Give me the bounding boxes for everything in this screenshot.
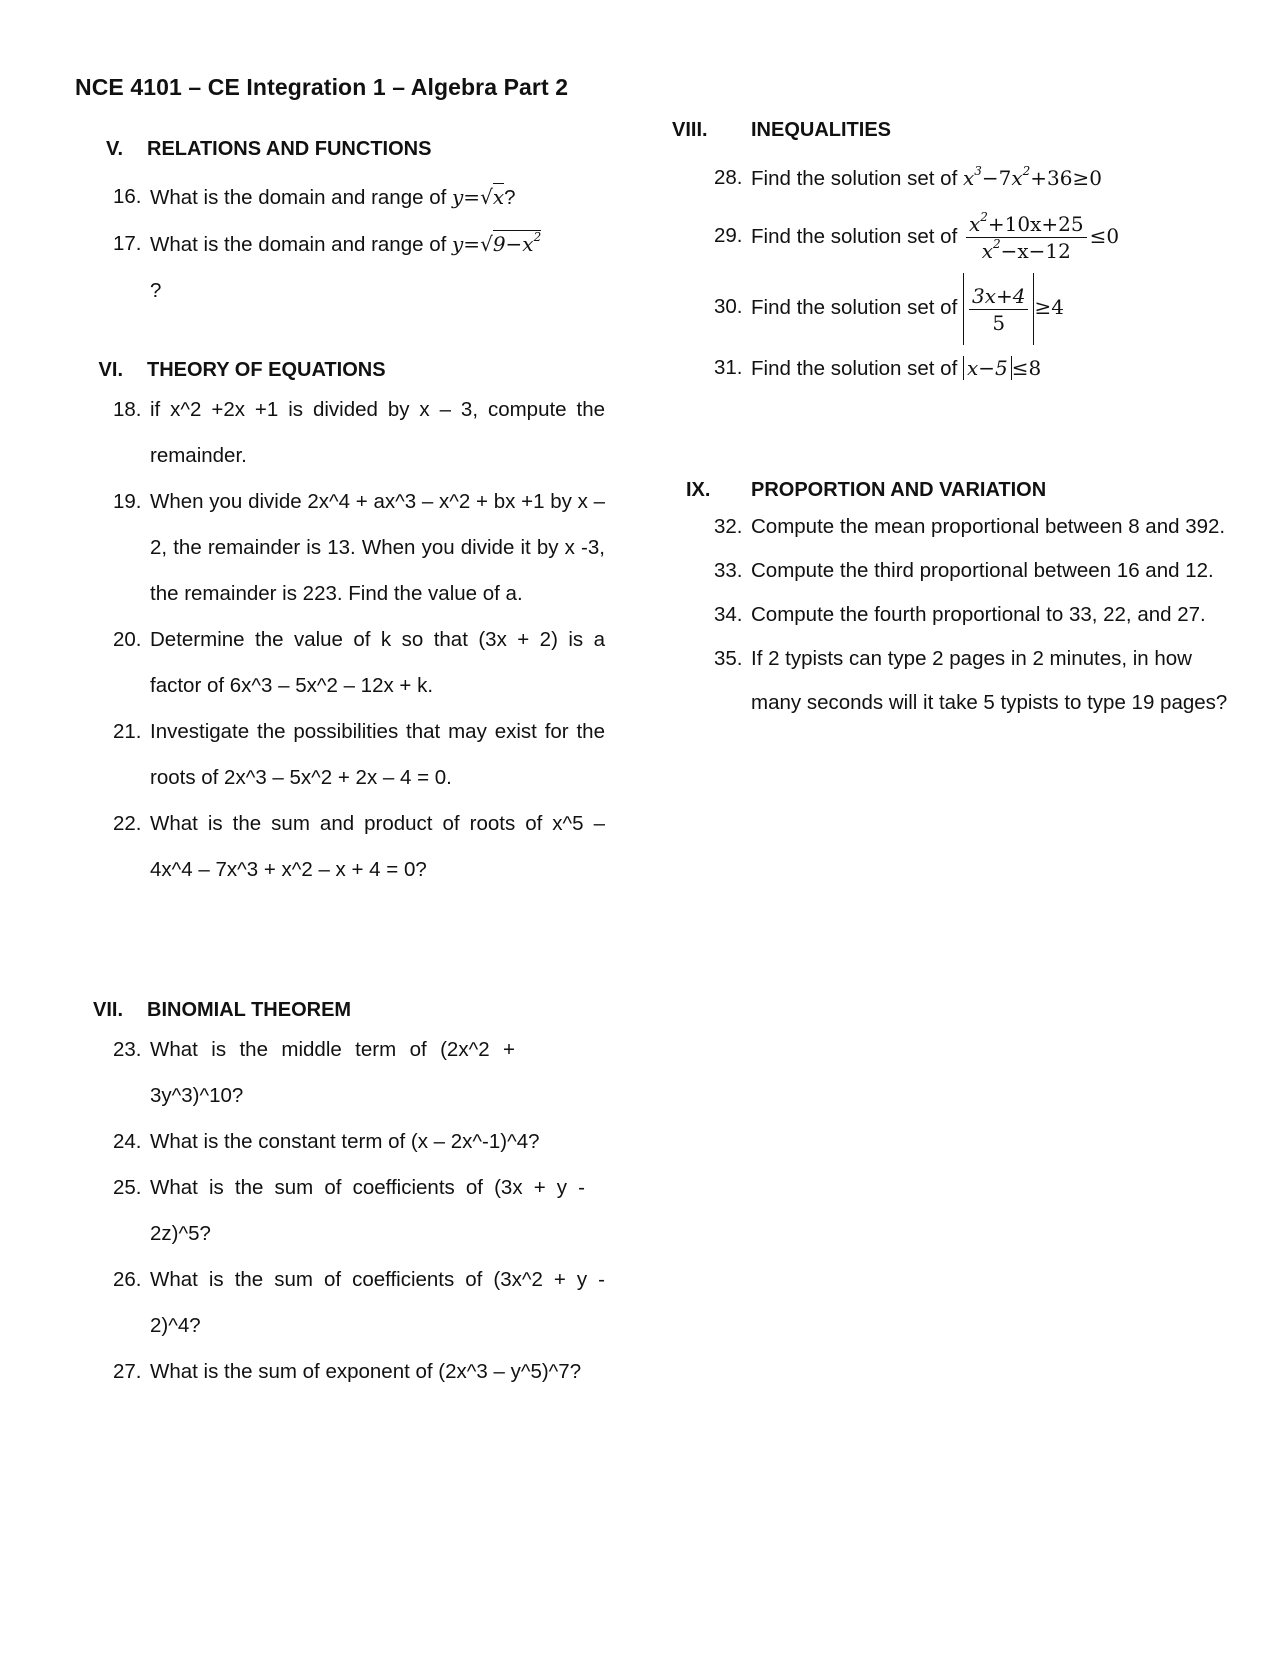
- question-end: ?: [150, 279, 162, 302]
- term-coefficient: −7: [981, 166, 1012, 190]
- document-title: NCE 4101 – CE Integration 1 – Algebra Part 2: [75, 74, 569, 100]
- exponent: 2: [980, 210, 988, 225]
- section-heading: [668, 115, 1228, 145]
- question-33: [668, 549, 1228, 593]
- section-number: V.: [105, 137, 123, 160]
- question-number: 25.: [113, 1176, 142, 1199]
- question-text: Investigate the possibilities that may exist for the roots of 2x^3 – 5x^2 + 2x – 4 = 0.: [150, 720, 605, 789]
- radicand: x: [492, 185, 505, 209]
- absolute-value: x−5: [963, 356, 1012, 380]
- question-22: [75, 801, 605, 893]
- question-number: 22.: [113, 812, 142, 835]
- radicand-exponent: 2: [533, 230, 542, 244]
- fraction-denominator: 5: [992, 310, 1006, 335]
- question-35: [668, 637, 1228, 725]
- question-20: [75, 617, 605, 709]
- question-27: [75, 1349, 605, 1395]
- rational-fraction: [966, 210, 1087, 264]
- question-text: Find the solution set of: [751, 296, 963, 319]
- fraction-numerator: [966, 210, 1087, 238]
- question-29: [668, 206, 1228, 267]
- question-text: What is the middle term of (2x^2 + 3y^3)^10?: [150, 1038, 515, 1107]
- question-list: [668, 505, 1228, 725]
- question-number: 16.: [113, 185, 142, 208]
- question-text: Find the solution set of: [751, 356, 963, 380]
- equation-lhs: y=: [452, 232, 481, 256]
- question-24: [75, 1119, 605, 1165]
- absolute-value: [963, 273, 1035, 345]
- question-number: 21.: [113, 720, 142, 743]
- question-number: 31.: [714, 355, 743, 379]
- question-number: 19.: [113, 490, 142, 513]
- question-number: 28.: [714, 166, 743, 189]
- question-21: [75, 709, 605, 801]
- question-19: [75, 479, 605, 617]
- question-28: [668, 155, 1228, 202]
- fraction-numerator: 3x+4: [969, 285, 1029, 310]
- question-text: Compute the fourth proportional to 33, 22, and 27.: [751, 603, 1206, 626]
- question-text: if x^2 +2x +1 is divided by x – 3, compute the remainder.: [150, 398, 605, 467]
- section-number: VIII.: [672, 118, 708, 141]
- radical-sign: √: [480, 185, 493, 209]
- question-text: If 2 typists can type 2 pages in 2 minutes, in how many seconds will it take 5 typists to type 19 pages?: [751, 647, 1228, 714]
- term-x: x: [962, 166, 975, 190]
- section-title: PROPORTION AND VARIATION: [751, 478, 1047, 501]
- question-31: [668, 345, 1228, 392]
- section-relations-functions: [75, 134, 605, 314]
- section-heading: [668, 475, 1228, 505]
- denominator-x: x: [981, 239, 993, 264]
- section-proportion-variation: [668, 475, 1228, 725]
- radicand-base: 9−x: [492, 232, 534, 256]
- question-number: 34.: [714, 603, 743, 626]
- question-number: 35.: [714, 647, 743, 670]
- exponent: 3: [974, 164, 982, 178]
- term-constant-relation: +36≥0: [1030, 166, 1102, 190]
- question-number: 24.: [113, 1130, 142, 1153]
- question-text: What is the sum of coefficients of (3x^2 + y - 2)^4?: [150, 1268, 605, 1337]
- question-text: Determine the value of k so that (3x + 2) is a factor of 6x^3 – 5x^2 – 12x + k.: [150, 628, 605, 697]
- exponent: 2: [992, 237, 1001, 252]
- question-text: What is the constant term of (x – 2x^-1)^4?: [150, 1130, 540, 1153]
- question-23: [75, 1027, 605, 1119]
- radical-sign: √: [480, 232, 493, 256]
- question-text: Compute the mean proportional between 8 and 392.: [751, 515, 1226, 538]
- relation: ≤0: [1089, 224, 1120, 248]
- question-text: Compute the third proportional between 16 and 12.: [751, 559, 1214, 582]
- sqrt-expression: [480, 230, 542, 256]
- question-number: 32.: [714, 515, 743, 538]
- question-32: [668, 505, 1228, 549]
- section-number: VI.: [98, 358, 123, 381]
- question-text: When you divide 2x^4 + ax^3 – x^2 + bx +1 by x – 2, the remainder is 13. When you divide it by x -3, the remainder is 223. Find the value of a.: [150, 490, 605, 605]
- section-number: VII.: [92, 998, 123, 1021]
- question-30: [668, 271, 1228, 345]
- question-number: 23.: [113, 1038, 142, 1061]
- exponent: 2: [1022, 164, 1031, 178]
- section-theory-of-equations: [75, 355, 605, 893]
- section-number: IX.: [686, 478, 711, 501]
- fraction-denominator: [966, 238, 1087, 262]
- inequality-expression: [963, 166, 1102, 190]
- section-title: INEQUALITIES: [751, 118, 892, 141]
- sqrt-expression: [480, 186, 504, 209]
- section-title: RELATIONS AND FUNCTIONS: [147, 137, 432, 160]
- radicand: [493, 230, 541, 256]
- section-title: THEORY OF EQUATIONS: [147, 358, 386, 381]
- question-text: What is the sum of coefficients of (3x + y - 2z)^5?: [150, 1176, 585, 1245]
- abs-fraction: [969, 285, 1029, 334]
- question-number: 30.: [714, 295, 743, 318]
- question-number: 18.: [113, 398, 142, 421]
- question-list: [75, 387, 605, 893]
- relation: ≥4: [1034, 295, 1064, 319]
- question-34: [668, 593, 1228, 637]
- denominator-rest: −x−12: [1000, 239, 1071, 264]
- relation: ≤8: [1011, 355, 1042, 380]
- question-26: [75, 1257, 605, 1349]
- question-number: 29.: [714, 224, 743, 247]
- section-binomial-theorem: [75, 995, 605, 1395]
- question-end: ?: [504, 186, 516, 209]
- section-heading: [75, 995, 605, 1025]
- term-x: x: [1011, 166, 1023, 190]
- question-number: 20.: [113, 628, 142, 651]
- question-text: What is the sum of exponent of (2x^3 – y^5)^7?: [150, 1360, 582, 1383]
- numerator-x: x: [968, 212, 981, 237]
- question-list: [75, 1027, 605, 1395]
- numerator-rest: +10x+25: [987, 212, 1084, 237]
- question-text: Find the solution set of: [751, 225, 963, 248]
- question-number: 33.: [714, 559, 743, 582]
- section-title: BINOMIAL THEOREM: [147, 998, 352, 1021]
- question-number: 26.: [113, 1268, 142, 1291]
- question-16: [75, 174, 605, 221]
- question-text: Find the solution set of: [751, 167, 963, 190]
- question-text: What is the domain and range of: [150, 186, 452, 209]
- question-text: What is the domain and range of: [150, 233, 452, 256]
- question-17: [75, 221, 605, 314]
- question-text: What is the sum and product of roots of x^5 – 4x^4 – 7x^3 + x^2 – x + 4 = 0?: [150, 812, 605, 881]
- question-18: [75, 387, 605, 479]
- section-heading: [75, 355, 605, 385]
- question-number: 27.: [113, 1360, 142, 1383]
- section-heading: [75, 134, 605, 164]
- question-number: 17.: [113, 232, 142, 255]
- question-25: [75, 1165, 605, 1257]
- equation-lhs: y=: [452, 185, 481, 209]
- section-inequalities: [668, 115, 1228, 392]
